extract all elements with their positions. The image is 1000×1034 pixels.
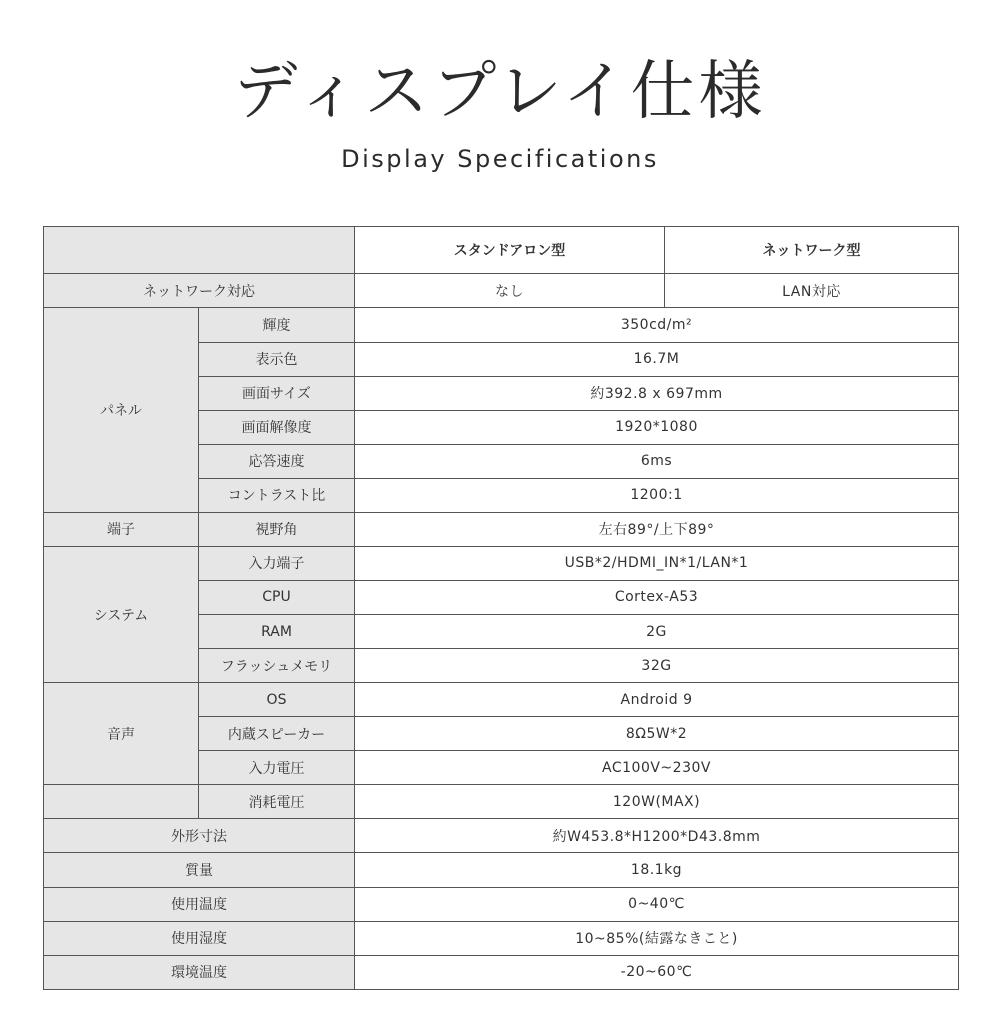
row-label: 表示色 xyxy=(199,342,355,376)
table-row xyxy=(44,308,959,342)
row-label: CPU xyxy=(199,580,355,614)
group-label-system: システム xyxy=(44,546,199,682)
row-label: 入力端子 xyxy=(199,546,355,580)
table-row xyxy=(44,921,959,955)
group-label-terminal: 端子 xyxy=(44,512,199,546)
row-label: RAM xyxy=(199,615,355,649)
row-label: 環境温度 xyxy=(44,955,355,989)
group-label-empty xyxy=(44,785,199,819)
row-label: 使用温度 xyxy=(44,887,355,921)
header-corner-cell xyxy=(44,227,355,274)
table-row xyxy=(44,274,959,308)
column-header-network: ネットワーク型 xyxy=(665,227,959,274)
row-label: コントラスト比 xyxy=(199,478,355,512)
row-value: 120W(MAX) xyxy=(355,785,959,819)
row-value: 6ms xyxy=(355,444,959,478)
row-label: 使用湿度 xyxy=(44,921,355,955)
table-row xyxy=(44,955,959,989)
table-row xyxy=(44,546,959,580)
row-label: 画面サイズ xyxy=(199,376,355,410)
page-title: ディスプレイ仕様 xyxy=(233,55,767,129)
row-value: 350cd/m² xyxy=(355,308,959,342)
row-label: 入力電圧 xyxy=(199,751,355,785)
row-value: Android 9 xyxy=(355,683,959,717)
table-row xyxy=(44,785,959,819)
row-label: OS xyxy=(199,683,355,717)
group-label-audio: 音声 xyxy=(44,683,199,785)
row-label: 視野角 xyxy=(199,512,355,546)
row-label-network-support: ネットワーク対応 xyxy=(44,274,355,308)
table-row xyxy=(44,512,959,546)
row-value: 約392.8 x 697mm xyxy=(355,376,959,410)
row-label: 外形寸法 xyxy=(44,819,355,853)
row-value: Cortex-A53 xyxy=(355,580,959,614)
row-label: フラッシュメモリ xyxy=(199,649,355,683)
row-value: 1920*1080 xyxy=(355,410,959,444)
table-row xyxy=(44,819,959,853)
spec-table xyxy=(43,226,959,990)
table-row xyxy=(44,853,959,887)
value-network-standalone: なし xyxy=(355,274,665,308)
table-row xyxy=(44,683,959,717)
row-value: 左右89°/上下89° xyxy=(355,512,959,546)
group-label-panel: パネル xyxy=(44,308,199,512)
row-label: 輝度 xyxy=(199,308,355,342)
row-value: 2G xyxy=(355,615,959,649)
page-subtitle: Display Specifications xyxy=(341,145,659,173)
row-label: 質量 xyxy=(44,853,355,887)
row-value: 0~40℃ xyxy=(355,887,959,921)
row-value: 8Ω5W*2 xyxy=(355,717,959,751)
column-header-standalone: スタンドアロン型 xyxy=(355,227,665,274)
row-value: -20~60℃ xyxy=(355,955,959,989)
row-value: 1200:1 xyxy=(355,478,959,512)
row-label: 画面解像度 xyxy=(199,410,355,444)
value-network-network: LAN対応 xyxy=(665,274,959,308)
row-value: 18.1kg xyxy=(355,853,959,887)
row-label: 内蔵スピーカー xyxy=(199,717,355,751)
row-label: 応答速度 xyxy=(199,444,355,478)
row-value: 約W453.8*H1200*D43.8mm xyxy=(355,819,959,853)
table-row xyxy=(44,887,959,921)
row-label: 消耗電圧 xyxy=(199,785,355,819)
row-value: 10~85%(結露なきこと) xyxy=(355,921,959,955)
row-value: AC100V~230V xyxy=(355,751,959,785)
row-value: 32G xyxy=(355,649,959,683)
table-header-row xyxy=(44,227,959,274)
row-value: 16.7M xyxy=(355,342,959,376)
row-value: USB*2/HDMI_IN*1/LAN*1 xyxy=(355,546,959,580)
